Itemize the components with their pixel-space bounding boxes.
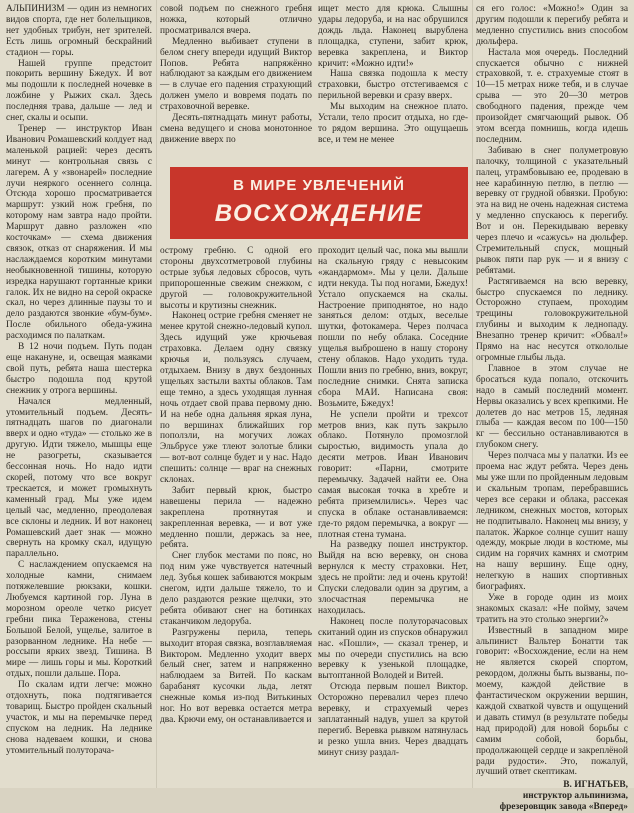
article-column-1	[6, 4, 152, 784]
article-paragraph: Мы выходим на снежное плато. Устали, тело просит отдыха, но где-то рядом вершина. Это ощущаешь все, и тем не менее	[318, 102, 468, 145]
article-paragraph: С наслаждением опускаемся на холодные камни, снимаем потяжелевшие рюкзаки, кошки. Любуемся картиной гор. Луна в морозном ореоле четко рисует гребни пика Тераженова, стены Большой Белой, ущелье, залитое в разорванном леднике. На небе — россыпи ярких звезд. Тишина. В мире — лишь горы и мы. Короткий отдых, пошли дальше. Пора.	[6, 560, 152, 680]
article-paragraph: Тренер — инструктор Иван Иванович Ромашевский колдует над маленькой рацией: через десять минут — контрольная связь с лагерем. А у «звонарей» последние лучи неяркого осеннего солнца. Отсюда хорошо просматривается маршрут: узкий нож гребня, по которому нам завтра надо пройти. Маршрут давно разложен «по косточкам» — схема движения связок, отказ от снаряжения. И мы наслаждаемся коротким минутами необыкновенной тишины, которую изредка нарушают гортанные крики галок. Их не видно на серой окраске скал, но через длинные паузы то и дело раздаются звонкие «бум-бум». После обильного обеда-ужина расходимся по палаткам.	[6, 123, 152, 342]
article-column-4	[476, 4, 628, 813]
article-paragraph: Снег глубок местами по пояс, но под ним уже чувствуется натечный лед. Зубья кошек забиваются мокрым снегом, идти дальше тяжело, то и дело раздаются резкие щелчки, это ребята обивают снег на ботинках стаканчиком ледоруба.	[160, 551, 312, 627]
article-paragraph: Забит первый крюк, быстро навешены перила — надежно закреплена протянутая и закрепленная веревка, — и вот уже медленно пошли, держась за нее, ребята.	[160, 485, 312, 551]
article-paragraph: Уже в городе один из моих знакомых сказал: «Не пойму, зачем тратить на это столько энергии?»	[476, 592, 628, 625]
article-paragraph: Наконец острие гребня сменяет не менее крутой снежно-ледовый купол. Здесь идущий уже крючьевая страховка. Делаем одну связку крючья и, пользуясь случаем, отдыхаем. Внизу в двух бездонных ущельях застыли вахты облаков. Там еще темно, а здесь уходящая лунная ночь отдает свой права первому дню. И на небе одна дальняя яркая луна, по вершинах ближайших гор поползли, на могучих ложах Эльбрусе уже тлеют золотые блики — вот-вот солнце будет и у нас. Надо спешить: солнце — враг на снежных склонах.	[160, 311, 312, 486]
article-paragraph: Наконец после полуторачасовых скитаний один из спусков обнаружил нас. «Пошли», — сказал тренер, и мы по очереди спустились на всю веревку к узенькой площадке, вытоптанной Володей и Витей.	[318, 616, 468, 682]
article-column-2-bottom	[160, 246, 312, 784]
article-paragraph: Наша связка подошла к месту страховки, быстро отстегиваемся с перильной веревки и сразу вверх.	[318, 69, 468, 102]
article-paragraph: Настала моя очередь. Последний спускается обычно с нижней страховкой, т. е. страхуемые стоят в 10—15 метрах ниже тебя, и в случае срыва — это 20—30 метров свободного падения, прежде чем произойдет смягчающий рывок. Об этом всегда помнишь, когда идешь последним.	[476, 47, 628, 145]
article-paragraph: Отсюда первым пошел Виктор. Осторожно перевалил через плечо веревку, и страхуемый через заплатанный надув, ушел за крутой перегиб. Веревка рывком натянулась и резко ушла вниз. Через двадцать минут снизу раздал-	[318, 682, 468, 758]
rubric-title: В МИРЕ УВЛЕЧЕНИЙ	[233, 177, 405, 194]
author-signature: В. ИГНАТЬЕВ,	[563, 780, 628, 791]
article-paragraph: АЛЬПИНИЗМ — один из немногих видов спорта, где нет болельщиков, нет удобных трибун, нет зрителей. Есть лишь огромный бескрайний стадион — горы.	[6, 4, 152, 58]
article-paragraph: Медленно выбивает ступени в белом снегу впереди идущий Виктор Попов. Ребята напряжённо наблюдают за каждым его движением — в случае его падения страхующий должен умело и вовремя подать по страховочной веревке.	[160, 36, 312, 113]
article-title: ВОСХОЖДЕНИЕ	[214, 200, 424, 227]
article-paragraph: Растягиваемся на всю веревку, быстро спускаемся по леднику. Осторожно ступаем, проходим трещины головокружительной глубины и выходим к леднопаду. Внезапно тренер кричит: «Обвал!» Прямо на нас несутся откололые огромные глыбы льда.	[476, 276, 628, 363]
headline-banner	[170, 167, 468, 239]
article-paragraph: проходит целый час, пока мы вышли на скальную гряду с невысоким «жандармом». Мы у цели. Дальше идти некуда. Ты под ногами, Бжедух! Устало опускаемся на скалы. Настроение приподнятое, но надо заняться делом: отдых, веселые шутки, фотокамера. Через полчаса пошли по небу облака. Соседние ущелья выброшено в нашу сторону стену облаков. Надо уходить туда. Пошли вниз по гребню, вниз, вокруг, последние снимки. Снята записка сбора МАИ. Написана своя: Возьмите, Бжедух!	[318, 246, 468, 409]
article-paragraph: ищет место для крюка. Слышны удары ледоруба, и на нас обрушился дождь льда. Наконец вырублена площадка, ступени, забит крюк, веревка закреплена, и Виктор кричит: «Можно идти!»	[318, 4, 468, 69]
column-rule	[472, 0, 473, 788]
article-column-3-top	[318, 4, 468, 164]
article-paragraph: Не успели пройти и трехсот метров вниз, как путь закрыло облако. Потянуло промозглой сыростью, видимость упала до десяти метров. Иван Иванович говорит: «Парни, смотрите перемычку. Задачей найти ее. Она самая высокая точка в хребте и ребята приземлились». Через час спуска в облаке останавливаемся: где-то рядом перемычка, а вокруг — плотная стена тумана.	[318, 409, 468, 540]
column-rule	[156, 0, 157, 788]
article-paragraph: Разгружены перила, теперь выходит вторая связка, возглавляемая Виктором. Медленно уходит вверх белый снег, затем и напряженно наблюдаем за Витей. По каскам барабанят кусочки льда, летят снежные комья из-под Витькиных ног. Но вот веревка остается метра два. Крючи ему, он останавливается и	[160, 627, 312, 725]
article-paragraph: Известный в западном мире альпинист Вальтер Бонатти так говорит: «Восхождение, если на нем не является скорей спортом, рекордом, должны быть вызваны, по-моему, каждой действие в фантастическом окружении вершин, каждой схваткой чувств и ощущений и давать стимул (в результате победы над природой) для новой борьбы с самим собой, борьбы, продолжающей сердце и закреплёной ради рудости». Это, пожалуй, лучший ответ скептикам.	[476, 625, 628, 778]
article-paragraph: Десять-пятнадцать минут работы, смена ведущего и снова монотонное движение вверх по	[160, 113, 312, 145]
article-paragraph: Начался медленный, утомительный подъем. Десять-пятнадцать шагов по диагонали вверх и одно «туда» — столько же в другую. Идти тяжело, мышцы еще не разогреты, сказывается бессонная ночь. Но надо идти скорей, потому что все вокруг трескается, и может громыхнуть каменный град. Мы уже идем целый час, медленно, преодолевая все склоны и ледник. И вот наконец Ромашевский дает знак — можно свернуть на кромку скал, идущую параллельно.	[6, 396, 152, 560]
article-column-2-top	[160, 4, 312, 164]
article-paragraph: Главное в этом случае не бросаться куда попало, отскочить надо в самый последний момент. Нервы оказались у всех крепкими. Не долетев до нас метров 15, ледяная глыба — каждая весом по 100—150 кг — бессильно останавливаются в глубоком снегу.	[476, 363, 628, 451]
article-paragraph: острому гребню. С одной его стороны двухсотметровой глубины острые зубья ледовых сбросов, чуть припорошенные свежим снежком, с другой — головокружительной высоты и крутизны снежник.	[160, 246, 312, 311]
article-paragraph: На разведку пошел инструктор. Выйдя на всю веревку, он снова вернулся к месту страховки. Нет, здесь не пройти: лед и очень крутой! Спуски следовали один за другим, а злосчастная перемычка не находилась.	[318, 540, 468, 616]
article-paragraph: ся его голос: «Можно!» Один за другим подошли к перегибу ребята и медленно спустились вниз способом дюльфера.	[476, 4, 628, 47]
author-role: инструктор альпинизма, фрезеровщик завода «Вперед»	[499, 791, 628, 813]
article-paragraph: По скалам идти легче: можно отдохнуть, пока подтягивается товарищ. Быстро пройден скальный участок, и мы на перемычке перед спуском на ледник. На леднике снова надеваем кошки, и снова утомительный полуторача-	[6, 680, 152, 756]
article-paragraph: Нашей группе предстоит покорить вершину Бжедух. И вот мы подошли к последней ночевке в ложбине у Рыжих скал. Здесь последняя трава, дальше — лед и снег, скалы и осыпи.	[6, 58, 152, 124]
article-paragraph: совой подъем по снежного гребня ножка, который отлично просматривался вчера.	[160, 4, 312, 36]
article-column-3-bottom	[318, 246, 468, 784]
article-paragraph: В 12 ночи подъем. Путь подан еще накануне, и, освещая маяками свой путь, ребята наша шестерка быстро подошла под крутой снежник у отрога вершины.	[6, 342, 152, 396]
article-paragraph: Через полчаса мы у палатки. Из ее проема нас ждут ребята. Через день мы уже шли по пройденным ледовым и скальным тропам, перебравшись через все сераки и облака, рассекая ледником, снежных мостов, которых не подпитывало. Наконец мы внизу, у палаток. Жаркое солнце сушит нашу одежду, мокрые люди в костюме, мы сидим на горячих камнях и смотрим на нашу вершину. Еще одну, нелегкую в наших спортивных биографиях.	[476, 451, 628, 593]
article-paragraph: Забиваю в снег полуметровую палочку, толщиной с указательный палец, утрамбовываю ее, продеваю в нее карабинную петлю, в петлю — веревку от грудной обвязки. Пробую: эта на вид не очень надежная система у медленно спускаюсь к перегибу. Вот и он. Перекидываю веревку через плечо и «сажусь» на дюльфер. Стремительный спуск, мощный рывок пяти пар рук — и я внизу с ребятами.	[476, 145, 628, 276]
